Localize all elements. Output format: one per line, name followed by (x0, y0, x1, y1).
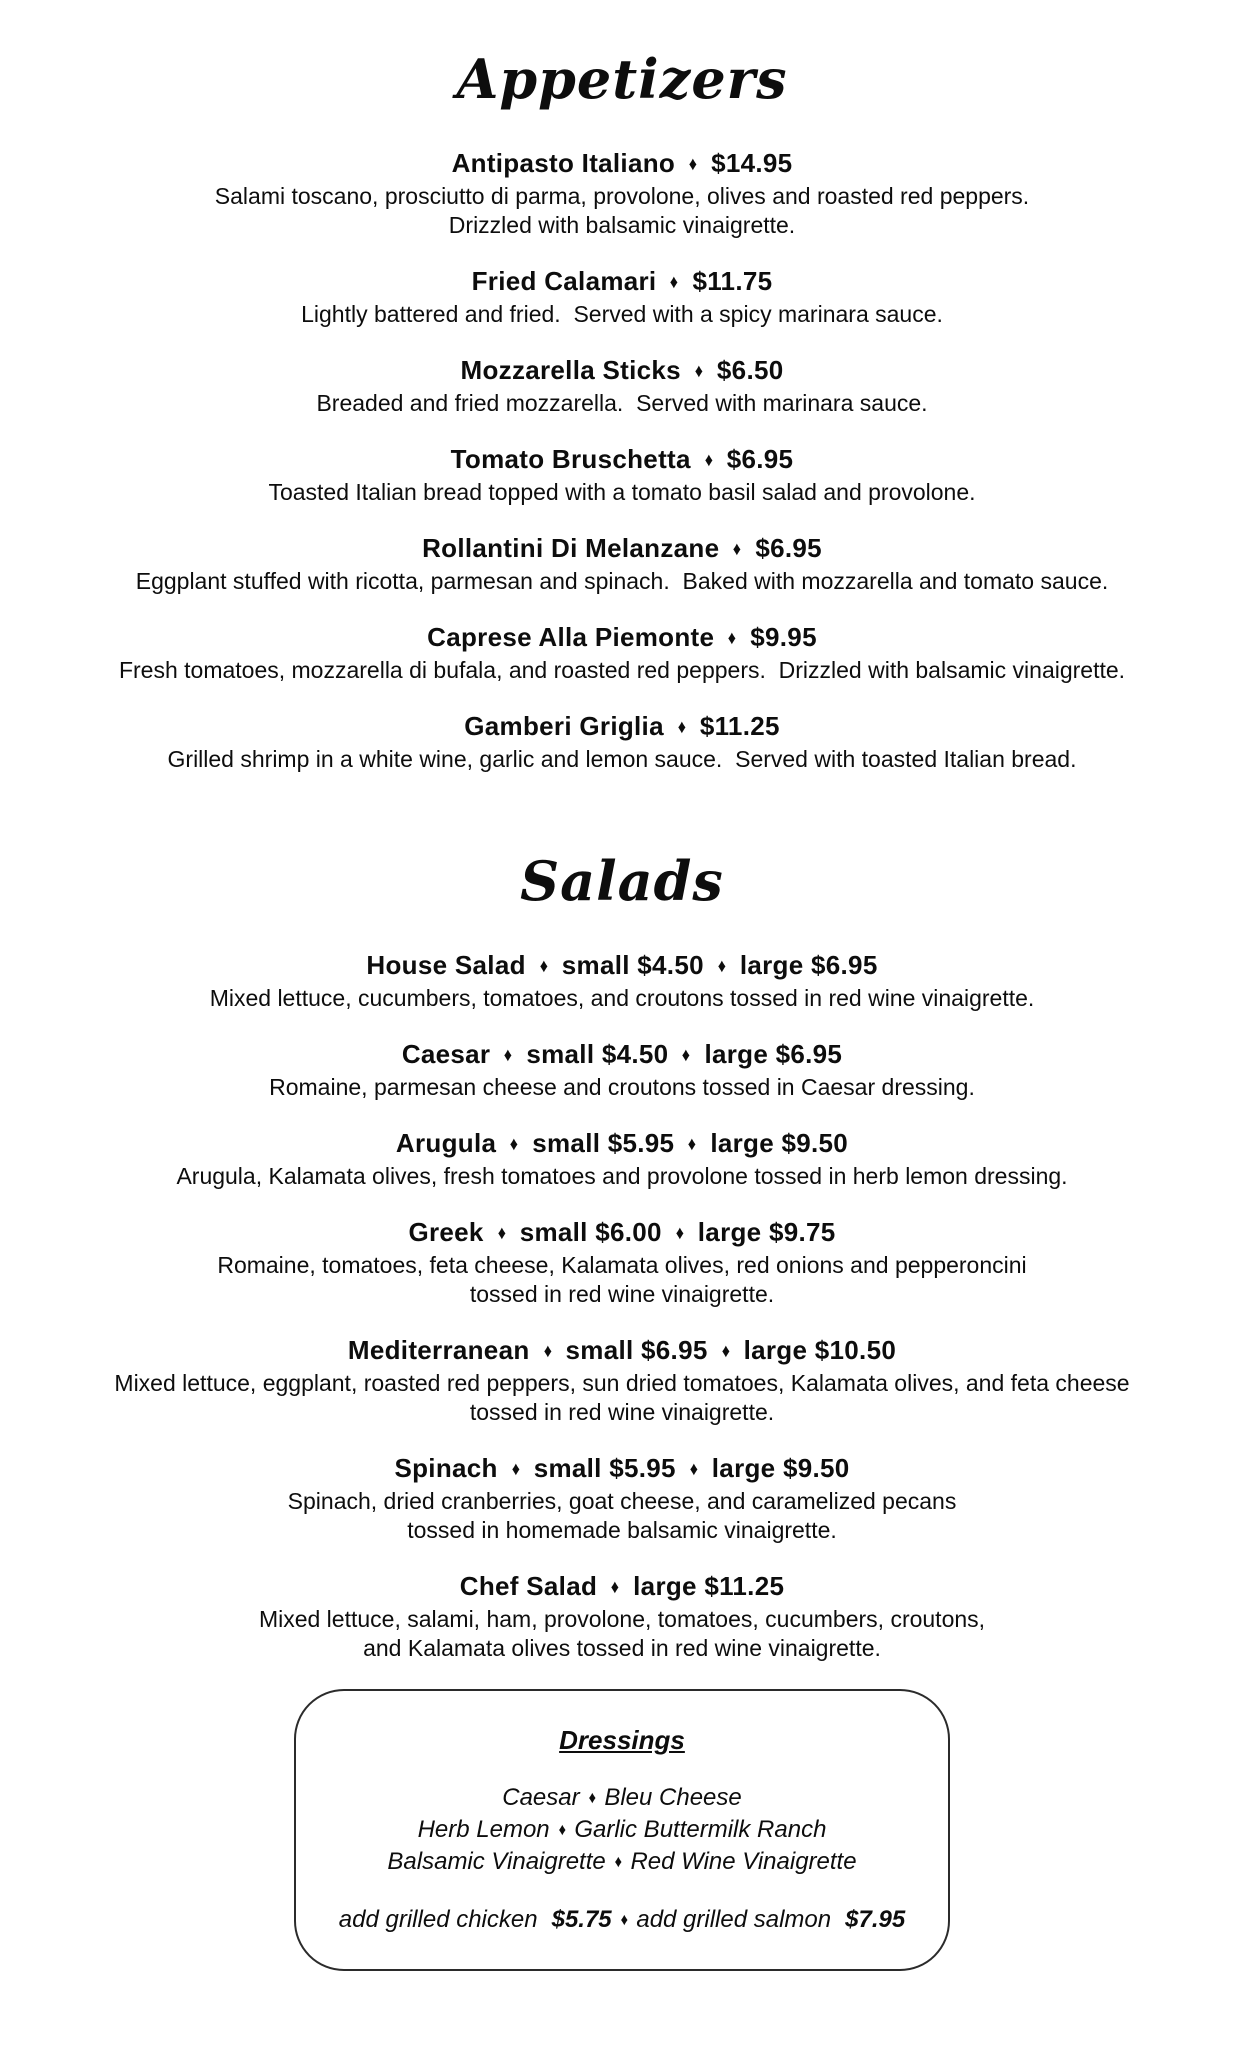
diamond-icon: ♦ (588, 1788, 596, 1807)
item-price: $6.50 (716, 355, 784, 385)
dressing-name: Balsamic Vinaigrette (387, 1848, 606, 1875)
dressings-box (294, 1689, 950, 1971)
item-description-line: Romaine, parmesan cheese and croutons tossed in Caesar dressing. (269, 1074, 975, 1100)
menu-item-heading (10, 444, 1234, 478)
addon-price: $5.75 (551, 1906, 612, 1933)
menu-item-spinach-salad (10, 1453, 1234, 1545)
diamond-icon: ♦ (675, 1223, 685, 1244)
item-description-line: tossed in red wine vinaigrette. (469, 1281, 775, 1307)
item-name: Gamberi Griglia (464, 711, 664, 741)
item-price-small: small $6.00 (519, 1217, 662, 1247)
item-name: Fried Calamari (471, 266, 657, 296)
item-description-line: Spinach, dried cranberries, goat cheese, and caramelized pecans (287, 1488, 957, 1514)
dressing-name: Herb Lemon (417, 1816, 550, 1843)
diamond-icon: ♦ (670, 272, 679, 293)
item-description-line: Fresh tomatoes, mozzarella di bufala, and roasted red peppers. Drizzled with balsamic vinaigrette. (118, 657, 1126, 683)
item-description-line: Romaine, tomatoes, feta cheese, Kalamata olives, red onions and pepperoncini (217, 1252, 1027, 1278)
item-price-large: large $9.50 (711, 1453, 850, 1483)
menu-item-gamberi-griglia (10, 711, 1234, 774)
item-price-large: large $11.25 (633, 1571, 785, 1601)
menu-item-house-salad (10, 950, 1234, 1013)
menu-item-heading (10, 355, 1234, 389)
diamond-icon: ♦ (610, 1577, 620, 1598)
menu-item-greek-salad (10, 1217, 1234, 1309)
item-price-small: small $5.95 (532, 1128, 675, 1158)
dressings-addons (316, 1905, 928, 1937)
item-name: Mediterranean (347, 1335, 530, 1365)
menu-item-heading (10, 622, 1234, 656)
menu-item-rollantini-di-melanzane (10, 533, 1234, 596)
diamond-icon: ♦ (728, 628, 737, 649)
diamond-icon: ♦ (677, 717, 687, 738)
diamond-icon: ♦ (511, 1459, 520, 1480)
diamond-icon: ♦ (733, 539, 742, 560)
diamond-icon: ♦ (682, 1045, 691, 1066)
section-title-appetizers: Appetizers (456, 47, 788, 111)
item-description-line: Drizzled with balsamic vinaigrette. (448, 212, 796, 238)
diamond-icon: ♦ (558, 1820, 566, 1839)
item-name: Antipasto Italiano (451, 148, 676, 178)
diamond-icon: ♦ (688, 154, 698, 175)
item-description-line: Toasted Italian bread topped with a tomato basil salad and provolone. (268, 479, 976, 505)
item-price-large: large $10.50 (743, 1335, 897, 1365)
item-description-line: Grilled shrimp in a white wine, garlic and lemon sauce. Served with toasted Italian bread. (167, 746, 1077, 772)
menu-item-arugula-salad (10, 1128, 1234, 1191)
diamond-icon: ♦ (614, 1852, 622, 1871)
menu-item-mozzarella-sticks (10, 355, 1234, 418)
diamond-icon: ♦ (717, 956, 727, 977)
diamond-icon: ♦ (620, 1910, 628, 1929)
dressing-name: Red Wine Vinaigrette (630, 1848, 857, 1875)
menu-item-heading (10, 1128, 1234, 1162)
diamond-icon: ♦ (510, 1134, 519, 1155)
diamond-icon: ♦ (694, 361, 704, 382)
item-description-line: Mixed lettuce, cucumbers, tomatoes, and croutons tossed in red wine vinaigrette. (209, 985, 1035, 1011)
item-description-line: Eggplant stuffed with ricotta, parmesan and spinach. Baked with mozzarella and tomato sauce. (135, 568, 1109, 594)
item-price: $6.95 (755, 533, 822, 563)
item-price-small: small $5.95 (533, 1453, 676, 1483)
item-price: $11.25 (699, 711, 780, 741)
item-price-large: large $6.95 (739, 950, 878, 980)
item-name: Rollantini Di Melanzane (422, 533, 720, 563)
item-description-line: Breaded and fried mozzarella. Served with marinara sauce. (316, 390, 928, 416)
menu-item-heading (10, 266, 1234, 300)
menu-item-antipasto-italiano (10, 148, 1234, 240)
dressing-name: Garlic Buttermilk Ranch (574, 1816, 827, 1843)
menu-item-heading (10, 533, 1234, 567)
menu-item-mediterranean-salad (10, 1335, 1234, 1427)
menu-item-chef-salad (10, 1571, 1234, 1663)
item-description-line: and Kalamata olives tossed in red wine vinaigrette. (363, 1635, 881, 1661)
addon-price: $7.95 (845, 1906, 906, 1933)
dressing-pair (316, 1783, 928, 1815)
menu-item-tomato-bruschetta (10, 444, 1234, 507)
item-name: Chef Salad (459, 1571, 598, 1601)
menu-item-heading (10, 148, 1234, 182)
diamond-icon: ♦ (543, 1341, 552, 1362)
menu-item-heading (10, 950, 1234, 984)
item-name: Caesar (401, 1039, 491, 1069)
item-price-small: small $4.50 (526, 1039, 669, 1069)
diamond-icon: ♦ (704, 450, 713, 471)
item-description-line: tossed in red wine vinaigrette. (469, 1399, 775, 1425)
item-description-line: Mixed lettuce, eggplant, roasted red peppers, sun dried tomatoes, Kalamata olives, and feta cheese (114, 1370, 1130, 1396)
menu-item-heading (10, 1039, 1234, 1073)
addon-label: add grilled salmon (636, 1906, 832, 1933)
menu-item-heading (10, 1217, 1234, 1251)
section-appetizers (0, 46, 1244, 774)
menu-item-caesar-salad (10, 1039, 1234, 1102)
dressings-title: Dressings (559, 1725, 685, 1755)
item-name: House Salad (366, 950, 526, 980)
item-name: Caprese Alla Piemonte (427, 622, 715, 652)
diamond-icon: ♦ (539, 956, 549, 977)
item-description-line: Salami toscano, prosciutto di parma, provolone, olives and roasted red peppers. (214, 183, 1030, 209)
item-price: $11.75 (692, 266, 773, 296)
dressing-pair (316, 1847, 928, 1879)
diamond-icon: ♦ (689, 1459, 699, 1480)
item-description-line: Arugula, Kalamata olives, fresh tomatoes and provolone tossed in herb lemon dressing. (176, 1163, 1068, 1189)
item-description-line: Mixed lettuce, salami, ham, provolone, tomatoes, cucumbers, croutons, (258, 1606, 986, 1632)
diamond-icon: ♦ (688, 1134, 697, 1155)
item-price: $6.95 (726, 444, 794, 474)
menu-item-fried-calamari (10, 266, 1234, 329)
menu-item-heading (10, 1571, 1234, 1605)
item-price-small: small $6.95 (565, 1335, 708, 1365)
item-price-large: large $6.95 (704, 1039, 843, 1069)
menu-item-heading (10, 1335, 1234, 1369)
item-description-line: Lightly battered and fried. Served with a spicy marinara sauce. (301, 301, 943, 327)
diamond-icon: ♦ (721, 1341, 730, 1362)
item-price: $9.95 (750, 622, 817, 652)
item-price-small: small $4.50 (561, 950, 704, 980)
addon-label: add grilled chicken (338, 1906, 538, 1933)
item-name: Spinach (394, 1453, 498, 1483)
menu-item-heading (10, 711, 1234, 745)
item-name: Arugula (395, 1128, 497, 1158)
menu-item-caprese-alla-piemonte (10, 622, 1234, 685)
item-description-line: tossed in homemade balsamic vinaigrette. (407, 1517, 837, 1543)
item-name: Mozzarella Sticks (460, 355, 681, 385)
diamond-icon: ♦ (497, 1223, 506, 1244)
section-title-salads: Salads (520, 849, 724, 913)
item-name: Tomato Bruschetta (450, 444, 691, 474)
section-salads (0, 848, 1244, 1663)
dressing-pair (316, 1815, 928, 1847)
dressing-name: Bleu Cheese (604, 1784, 742, 1811)
item-price: $14.95 (711, 148, 793, 178)
item-name: Greek (408, 1217, 484, 1247)
menu-item-heading (10, 1453, 1234, 1487)
dressing-name: Caesar (502, 1784, 580, 1811)
item-price-large: large $9.75 (697, 1217, 836, 1247)
diamond-icon: ♦ (504, 1045, 513, 1066)
item-price-large: large $9.50 (710, 1128, 849, 1158)
